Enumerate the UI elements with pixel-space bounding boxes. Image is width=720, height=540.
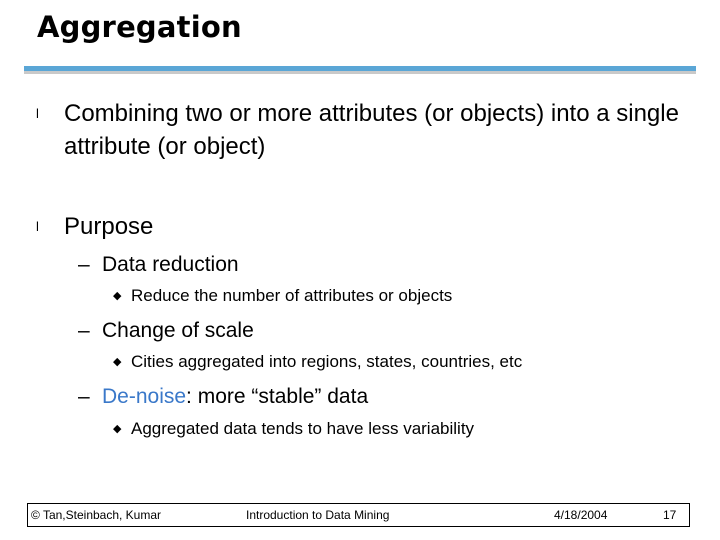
dash-marker: – — [78, 253, 90, 276]
sub-item — [78, 384, 368, 410]
bullet-text: Combining two or more attributes (or objects) into a single attribute (or object) — [64, 100, 679, 160]
slide-title: Aggregation — [37, 10, 242, 44]
title-rule-shadow — [24, 71, 696, 74]
sub-item — [78, 318, 254, 344]
bullet-marker: l — [36, 106, 39, 121]
detail-text: Cities aggregated into regions, states, countries, etc — [131, 352, 523, 371]
diamond-bullet-icon: ◆ — [113, 290, 122, 302]
detail-text: Reduce the number of attributes or objects — [131, 286, 453, 305]
diamond-bullet-icon: ◆ — [113, 423, 122, 435]
bullet-item — [36, 210, 696, 243]
bullet-item — [36, 97, 696, 163]
footer-course-title: Introduction to Data Mining — [246, 508, 390, 522]
bullet-text: Purpose — [64, 213, 154, 240]
footer-date: 4/18/2004 — [554, 508, 608, 522]
detail-item — [113, 418, 474, 440]
detail-item — [113, 351, 522, 373]
bullet-marker: l — [36, 219, 39, 234]
sub-item-text: Data reduction — [102, 253, 239, 276]
footer-page-number: 17 — [663, 508, 677, 522]
sub-item-accent-text: De-noise — [102, 385, 187, 408]
sub-item — [78, 252, 239, 278]
slide-footer — [27, 503, 690, 527]
sub-item-text: : more “stable” data — [186, 385, 369, 408]
diamond-bullet-icon: ◆ — [113, 356, 122, 368]
dash-marker: – — [78, 385, 90, 408]
detail-text: Aggregated data tends to have less variability — [131, 419, 475, 438]
footer-copyright: © Tan,Steinbach, Kumar — [31, 508, 162, 522]
detail-item — [113, 285, 452, 307]
sub-item-text: Change of scale — [102, 319, 254, 342]
dash-marker: – — [78, 319, 90, 342]
